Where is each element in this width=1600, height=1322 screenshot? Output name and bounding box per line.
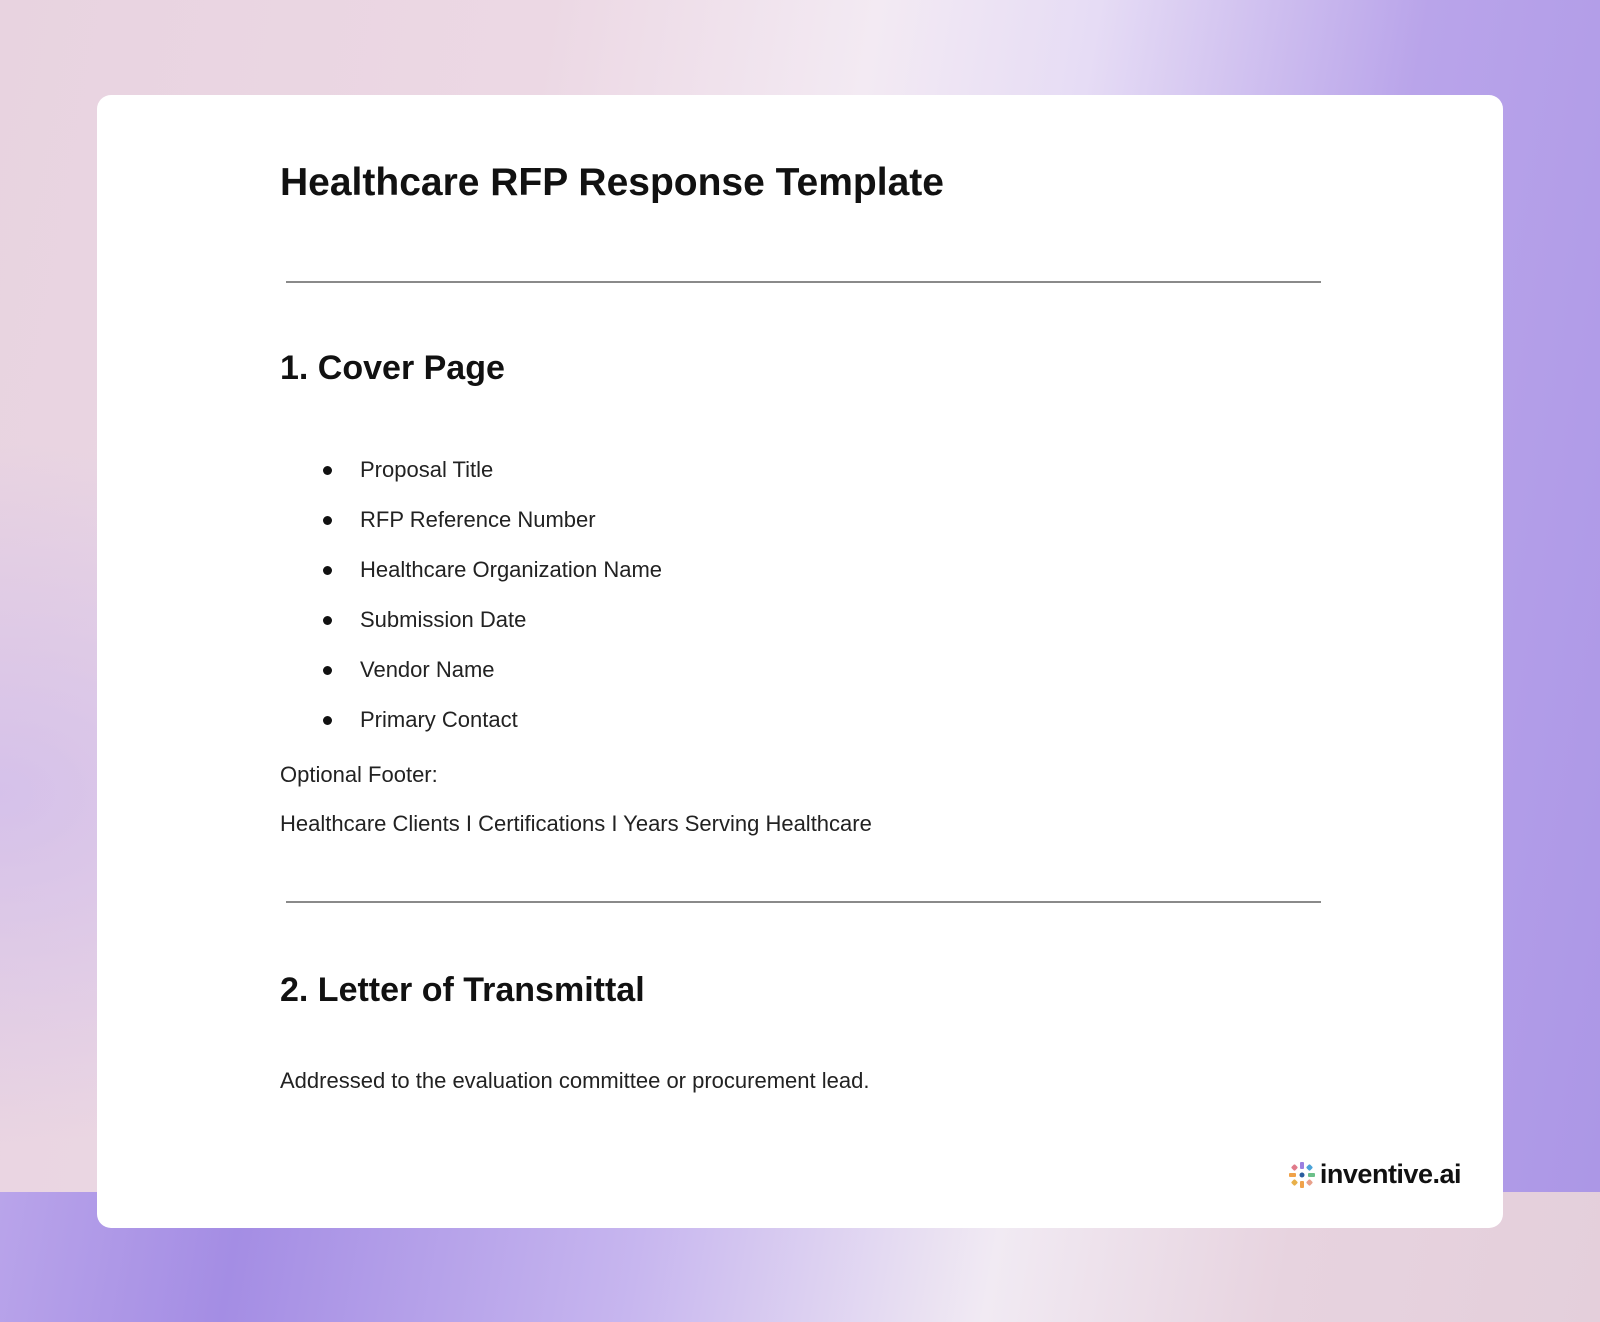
list-item: Primary Contact <box>280 695 662 745</box>
optional-footer-label: Optional Footer: <box>280 762 438 787</box>
brand-logo-text: inventive.ai <box>1319 1159 1461 1189</box>
document-card <box>97 95 1503 1228</box>
section-heading-letter-of-transmittal: 2. Letter of Transmittal <box>280 971 645 1009</box>
list-item: Proposal Title <box>280 445 662 495</box>
list-item: Healthcare Organization Name <box>280 545 662 595</box>
letter-of-transmittal-body: Addressed to the evaluation committee or procurement lead. <box>280 1068 870 1093</box>
sparkle-burst-icon <box>1288 1161 1316 1189</box>
optional-footer-text: Healthcare Clients I Certifications I Years Serving Healthcare <box>280 811 872 836</box>
divider <box>286 281 1321 283</box>
page-title: Healthcare RFP Response Template <box>280 161 944 204</box>
section-heading-cover-page: 1. Cover Page <box>280 349 505 387</box>
cover-page-list <box>280 445 662 745</box>
divider <box>286 901 1321 903</box>
brand-logo <box>1288 1159 1461 1190</box>
list-item: RFP Reference Number <box>280 495 662 545</box>
list-item: Submission Date <box>280 595 662 645</box>
list-item: Vendor Name <box>280 645 662 695</box>
